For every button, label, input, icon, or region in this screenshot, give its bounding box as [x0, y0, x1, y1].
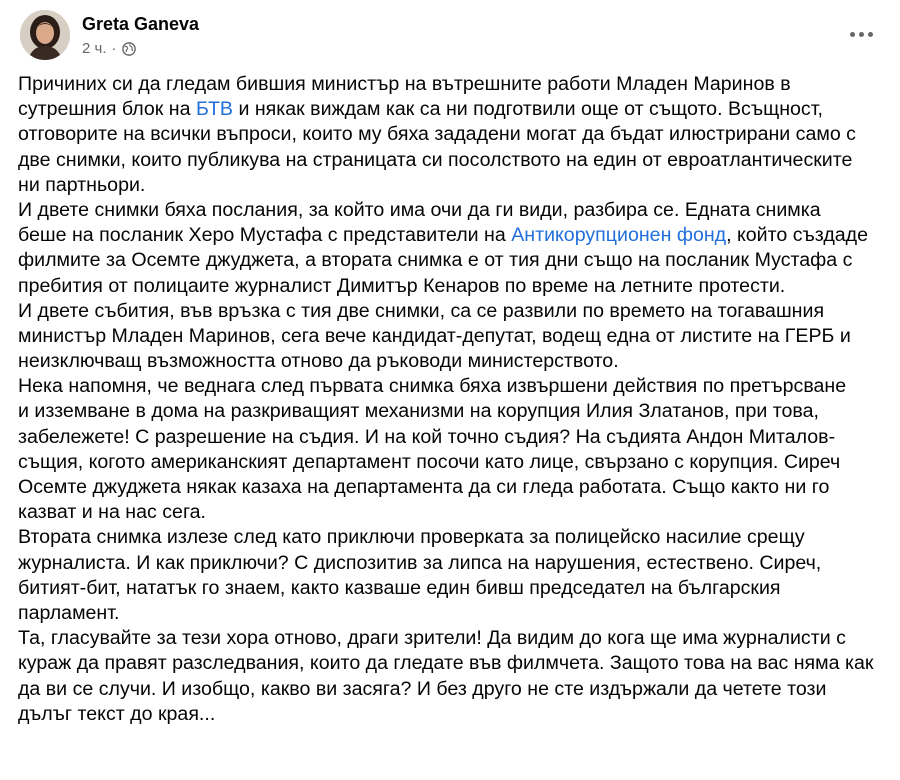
text-segment: и изземване в дома на разкриващият механизми на корупция Илия Златанов, при това, — [18, 400, 819, 423]
post-text-line — [18, 500, 882, 525]
page-link[interactable]: Антикорупционен фонд — [511, 224, 727, 247]
text-segment: забележете! С разрешение на съдия. И на кой точно съдия? На съдията Андон Миталов- — [18, 425, 836, 448]
post-text-line — [18, 248, 882, 273]
text-segment: , който създаде — [726, 224, 868, 247]
post-text-line — [18, 97, 882, 122]
text-segment: И двете събития, във връзка с тия две снимки, са се развили по времето на тогавашния — [18, 299, 825, 322]
post-text-line — [18, 274, 882, 299]
text-segment: сутрешния блок на — [18, 98, 196, 121]
text-segment: журналиста. И как приключи? С диспозитив за липса на нарушения, естествено. Сиреч, — [18, 551, 822, 574]
post-time[interactable]: 2 ч. — [82, 40, 107, 57]
text-segment: и някак виждам как са ни подготвили още от същото. Всъщност, — [233, 98, 823, 121]
text-segment: отговорите на всички въпроси, които му бяха зададени могат да бъдат илюстрирани само с — [18, 123, 856, 146]
author-avatar[interactable] — [20, 10, 70, 60]
text-segment: министър Младен Маринов, сега вече кандидат-депутат, водещ една от листите на ГЕРБ и — [18, 324, 851, 347]
post-text-line — [18, 425, 882, 450]
post-text-line — [18, 324, 882, 349]
text-segment: Втората снимка излезе след като приключи проверката за полицейско насилие срещу — [18, 526, 805, 549]
post-text-line — [18, 551, 882, 576]
post-text-line — [18, 576, 882, 601]
text-segment: битият-бит, нататък го знаем, както казваше един бивш председател на българския — [18, 576, 781, 599]
more-options-icon[interactable] — [844, 24, 878, 44]
author-name[interactable]: Greta Ganeva — [82, 14, 200, 34]
text-segment: две снимки, които публикува на страницата си посолството на един от евроатлантическите — [18, 148, 853, 171]
post-text-line — [18, 601, 882, 626]
post-text-line — [18, 374, 882, 399]
post-text-line — [18, 72, 882, 97]
text-segment: дълъг текст до края... — [18, 702, 216, 725]
post-text-line — [18, 399, 882, 424]
text-segment: Осемте джуджета някак казаха на департамента да си гледа работата. Също както ни го — [18, 476, 830, 498]
text-segment: парламент. — [18, 601, 120, 624]
post-text-line — [18, 349, 882, 374]
text-segment: И двете снимки бяха послания, за който има очи да ги види, разбира се. Едната снимка — [18, 198, 821, 221]
post-text-line — [18, 450, 882, 475]
post-text — [18, 72, 882, 727]
text-segment: Та, гласувайте за тези хора отново, драги зрители! Да видим до кога ще има журналисти с — [18, 627, 846, 650]
post-text-line — [18, 223, 882, 248]
post-text-line — [18, 475, 882, 500]
post-text-line — [18, 173, 882, 198]
page-link[interactable]: БТВ — [195, 98, 233, 121]
globe-icon[interactable] — [122, 42, 136, 56]
post-text-line — [18, 626, 882, 651]
text-segment: беше на посланик Херо Мустафа с представители на — [18, 224, 512, 247]
post-text-line — [18, 525, 882, 550]
post-text-line — [18, 122, 882, 147]
post-text-line — [18, 148, 882, 173]
post-text-line — [18, 198, 882, 223]
text-segment: Причиних си да гледам бившия министър на вътрешните работи Младен Маринов в — [18, 73, 791, 95]
text-segment: да ви се случи. И изобщо, какво ви засяга? И без друго не сте издържали да четете този — [18, 677, 827, 700]
text-segment: неизключващ възможността отново да ръководи министерството. — [18, 350, 619, 373]
text-segment: същия, когото американският департамент посочи като лице, свързано с корупция. Сиреч — [18, 450, 841, 473]
text-segment: казват и на нас сега. — [18, 501, 206, 524]
avatar-photo — [20, 10, 70, 60]
post-text-line — [18, 677, 882, 702]
text-segment: Нека напомня, че веднага след първата снимка бяха извършени действия по претърсване — [18, 375, 847, 398]
text-segment: пребития от полицаите журналист Димитър Кенаров по време на летните протести. — [18, 274, 786, 297]
text-segment: кураж да правят разследвания, които да гледате във филмчета. Защото това на вас няма как — [18, 652, 874, 675]
post-meta — [82, 40, 136, 57]
post-text-line — [18, 702, 882, 727]
meta-separator: · — [111, 40, 117, 57]
text-segment: ни партньори. — [18, 173, 146, 196]
text-segment: филмите за Осемте джуджета, а втората снимка е от тия дни също на посланик Мустафа с — [18, 249, 853, 272]
post-text-line — [18, 651, 882, 676]
post-text-line — [18, 299, 882, 324]
